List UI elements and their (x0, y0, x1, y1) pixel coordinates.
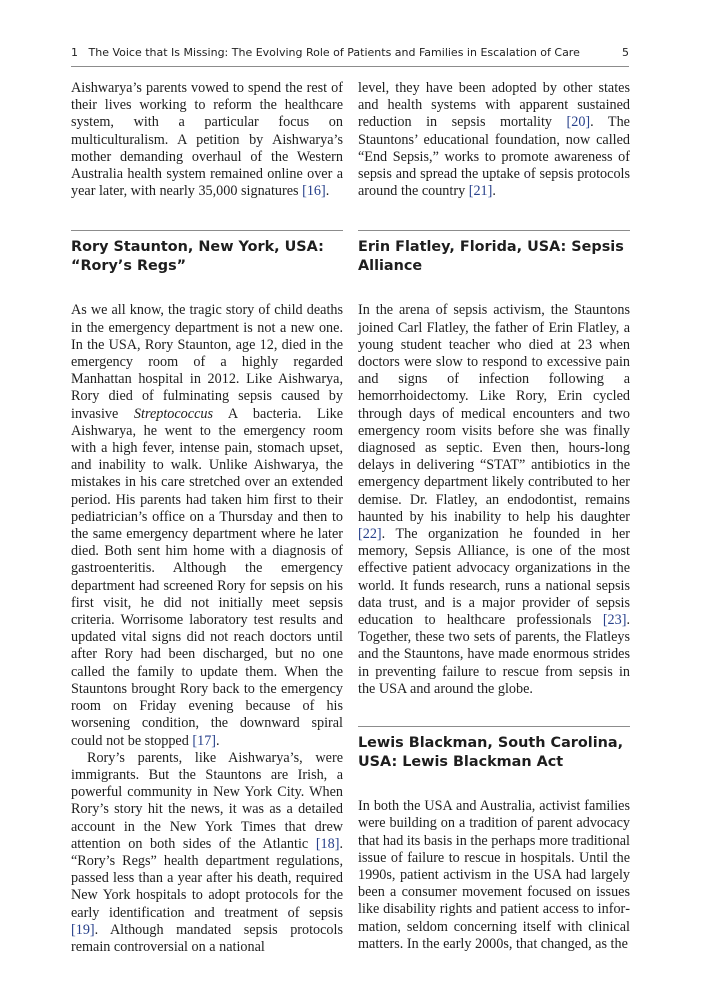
rory-paragraph-2-text-c: . Although mandated sepsis protocols remain controversial on a national (71, 921, 343, 955)
right-column (358, 80, 630, 953)
intro-paragraph-text: Aishwarya’s parents vowed to spend the rest of their lives working to reform the healthcare system, with a particular focus on multiculturalism. A petition by Aishwarya’s mother demanding overhaul of the Western Australia health system remained online over a year later, with nearly 35,000 signatures (71, 80, 343, 200)
chapter-number: 1 (71, 46, 78, 59)
header-rule (71, 66, 629, 67)
intro-paragraph (71, 80, 343, 200)
citation-18[interactable]: [18] (315, 835, 340, 852)
section-heading-erin (358, 238, 630, 276)
left-column (71, 80, 343, 956)
citation-20[interactable]: [20] (566, 114, 591, 131)
rory-paragraph-1-end: . (216, 732, 220, 749)
citation-17[interactable]: [17] (192, 732, 217, 749)
lewis-paragraph-text: In both the USA and Australia, activist families were building on a tradition of parent advocacy that had its basis in the perhaps more traditional issue of failure to rescue in hospitals. Until the 1990s, patient activism in the USA had largely been a consumer movement focused on issues like disability rights and patient access to information, seldom concerning itself with clinical matters. In the early 2000s, that changed, as the (358, 798, 630, 952)
continuation-paragraph-text-a: level, they have been adopted by other states and health systems with apparent sustained reduction in sepsis mortality (358, 80, 630, 131)
streptococcus-italic: Streptococcus (133, 405, 213, 422)
citation-16[interactable]: [16] (302, 183, 326, 200)
erin-paragraph (358, 302, 630, 698)
section-heading-lewis (358, 734, 630, 772)
running-header-chapter (71, 46, 580, 59)
intro-paragraph-end: . (325, 183, 330, 200)
rory-paragraph-2 (71, 750, 343, 956)
citation-22[interactable]: [22] (358, 526, 382, 543)
running-header (71, 46, 629, 66)
section-heading-rory-line1: Rory Staunton, New York, USA: (71, 239, 324, 256)
continuation-paragraph-end: . (492, 183, 496, 200)
rory-paragraph-1-text-b: A bacteria. Like Aishwarya, he went to the emergency room with a high fever, intense pain, stomach upset, and inability to walk. Unlike Aishwarya, the mistakes in his care stretched over an extended period. His parents had taken him first to their pediatrician’s office on a Thursday and then to the same emergency department where he later died. Both sent him home with a diagnosis of gastroenteritis. Although the emergency department had screened Rory for sepsis on his first visit, he did not initially meet sepsis criteria. Worrisome laboratory test results and updated vital signs did not reach doctors until after Rory had been discharged, but no one called the family to update them. When the Stauntons brought Rory back to the emergency room on Friday evening because of his worsening condition, the downward spiral could not be stopped (71, 405, 343, 749)
section-heading-lewis-line1: Lewis Blackman, South Carolina, (358, 735, 624, 752)
chapter-title: The Voice that Is Missing: The Evolving Role of Patients and Families in Escalation of Care (88, 46, 580, 59)
erin-paragraph-text-b: . The organization he founded in her memory, Sepsis Alliance, is one of the most effective patient advocacy organizations in the world. It funds research, runs a national sepsis data trust, and is a major provider of sepsis education to healthcare professionals (358, 526, 630, 629)
erin-paragraph-text-a: In the arena of sepsis activism, the Stauntons joined Carl Flatley, the father of Erin Flatley, a young student teacher who died at 23 when doctors were slow to respond to excessive pain and signs of infection following a hemorrhoidectomy. Like Rory, Erin cycled through days of medical encounters and two emergency room visits before she was finally diagnosed as septic. Even then, hours-long delays in delivering “STAT” antibiotics in the emergency department likely contributed to her demise. Dr. Flatley, an endodontist, remains haunted by his inability to help his daughter (358, 302, 630, 525)
section-heading-rory-line2: “Rory’s Regs” (71, 258, 187, 275)
lewis-paragraph (358, 798, 630, 953)
rory-paragraph-1 (71, 302, 343, 749)
erin-paragraph-text-c: . Together, these two sets of parents, the Flatleys and the Stauntons, have made enormous strides in preventing failure to rescue from sepsis in the USA and around the globe. (358, 612, 630, 697)
continuation-paragraph (358, 80, 630, 200)
page-number: 5 (622, 46, 629, 59)
rory-paragraph-2-text-a: Rory’s parents, like Aishwarya’s, were immigrants. But the Stauntons are Irish, a powerful community in New York City. When Rory’s story hit the news, it was as a detailed account in the New York Times that drew attention on both sides of the Atlantic (71, 749, 343, 852)
rory-paragraph-2-text-b: . “Rory’s Regs” health department regulations, passed less than a year after his death, required New York hospitals to adopt protocols for the early identification and treatment of sepsis (71, 835, 343, 921)
section-heading-rory (71, 238, 343, 276)
rory-paragraph-1-text-a: As we all know, the tragic story of child deaths in the emergency department is not a new one. In the USA, Rory Staunton, age 12, died in the emergency room of a highly regarded Manhattan hospital in 2012. Like Aishwarya, Rory died of fulminating sepsis caused by invasive (71, 302, 343, 422)
citation-19[interactable]: [19] (71, 921, 95, 938)
citation-21[interactable]: [21] (468, 183, 493, 200)
citation-23[interactable]: [23] (602, 612, 627, 629)
section-heading-lewis-line2: USA: Lewis Blackman Act (358, 754, 564, 771)
section-heading-erin-line2: Alliance (358, 258, 423, 275)
section-heading-erin-line1: Erin Flatley, Florida, USA: Sepsis (358, 239, 624, 256)
continuation-paragraph-text-b: . The Stauntons’ educational foundation, now called “End Sepsis,” works to promote awareness of sepsis and spread the uptake of sepsis protocols around the country (358, 114, 630, 200)
